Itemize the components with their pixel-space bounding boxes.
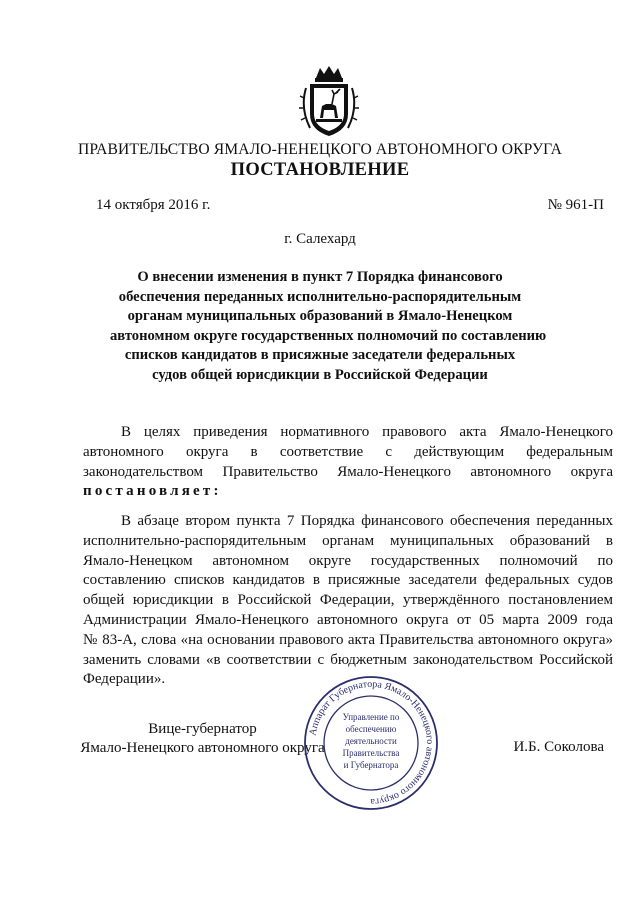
stamp-inner-line: Управление по [342, 712, 400, 722]
official-stamp [301, 673, 441, 813]
signatory-title [80, 720, 325, 758]
paragraph-line: общей юрисдикции в Российской Федерации, утверждённого постановлением [83, 592, 613, 609]
coat-of-arms-icon [296, 64, 362, 140]
subject-line: автономном округе государственных полномочий по составлению [110, 327, 547, 344]
paragraph-line: Федерации». [83, 671, 166, 688]
paragraph-line: В абзаце втором пункта 7 Порядка финансового обеспечения переданных [121, 513, 613, 529]
stamp-inner-line: Правительства [342, 748, 400, 758]
paragraph-line: В целях приведения нормативного правового акта Ямало-Ненецкого [121, 424, 613, 440]
stamp-ring-text: Аппарат Губернатора Ямало-Ненецкого автономного округа [307, 678, 436, 808]
stamp-inner-line: и Губернатора [343, 760, 399, 770]
document-date: 14 октября 2016 г. [96, 197, 211, 213]
stamp-inner-line: обеспечению [345, 724, 397, 734]
body-paragraph-1 [83, 423, 613, 502]
subject-line: судов общей юрисдикции в Российской Федерации [152, 366, 488, 383]
paragraph-line: № 83-А, слова «на основании правового акта Правительства автономного округа» [83, 631, 613, 648]
signatory-title-line: Ямало-Ненецкого автономного округа [80, 740, 325, 756]
paragraph-line: законодательством Правительство Ямало-Ненецкого автономного округа [83, 463, 613, 480]
signatory-title-line: Вице-губернатор [148, 721, 257, 737]
stamp-inner-line: деятельности [345, 736, 397, 746]
document-subject [110, 268, 547, 386]
subject-line: списков кандидатов в присяжные заседатели федеральных [124, 347, 516, 364]
paragraph-line: исполнительно-распорядительным органам муниципальных образований в [83, 532, 613, 549]
paragraph-line: Администрации Ямало-Ненецкого автономного округа от 05 марта 2009 года [83, 611, 613, 628]
subject-line: обеспечения переданных исполнительно-распорядительным [118, 288, 522, 305]
document-type: ПОСТАНОВЛЕНИЕ [230, 160, 410, 180]
document-number: № 961-П [547, 197, 604, 213]
paragraph-line: автономного округа в соответствие с действующим федеральным [83, 443, 613, 460]
subject-line: О внесении изменения в пункт 7 Порядка финансового [137, 269, 503, 285]
paragraph-line: составлению списков кандидатов в присяжные заседатели федеральных судов [83, 572, 613, 589]
subject-line: органам муниципальных образований в Ямало-Ненецком [127, 308, 513, 325]
document-city: г. Салехард [284, 231, 356, 247]
paragraph-line: Ямало-Ненецком автономном округе государственных полномочий по [83, 552, 613, 569]
resolution-verb: постановляет: [83, 483, 222, 500]
organization-name: ПРАВИТЕЛЬСТВО ЯМАЛО-НЕНЕЦКОГО АВТОНОМНОГО ОКРУГА [78, 141, 562, 158]
body-paragraph-2 [83, 512, 613, 690]
signatory-name: И.Б. Соколова [513, 739, 604, 755]
paragraph-line: заменить словами «в соответствии с бюджетным законодательством Российской [83, 651, 613, 668]
